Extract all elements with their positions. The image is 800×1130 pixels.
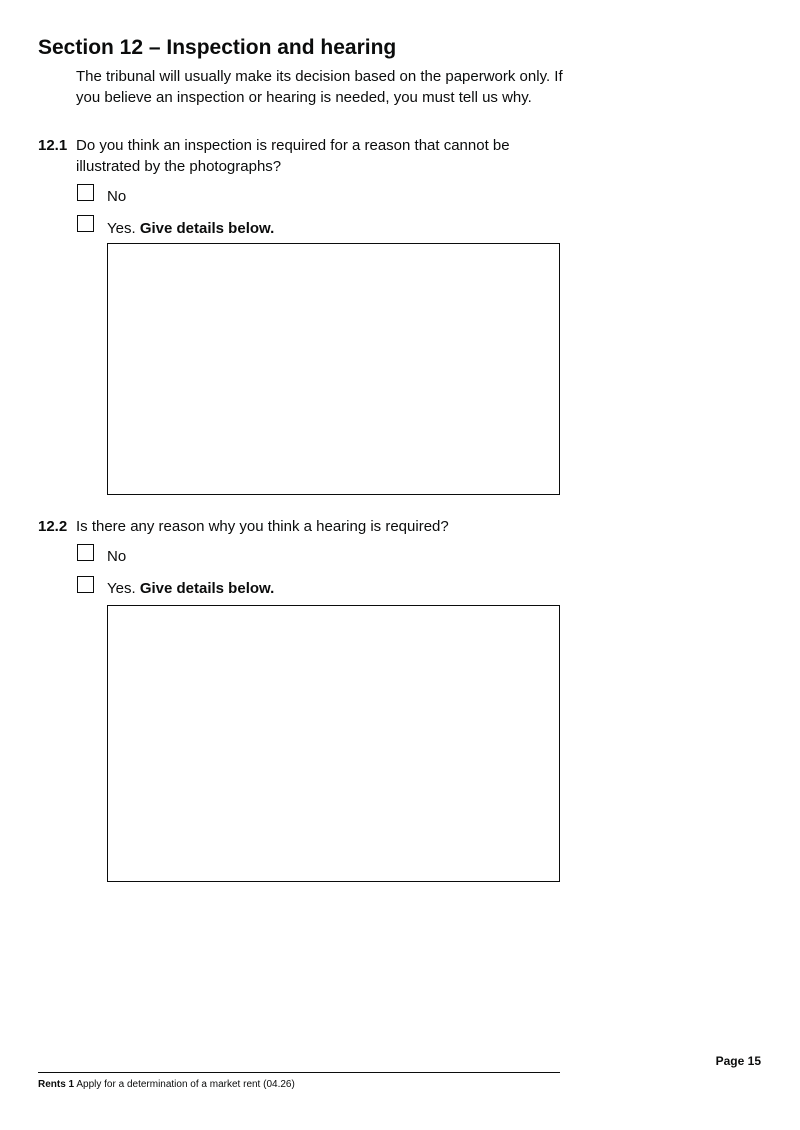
checkbox-12-1-no[interactable] [77, 184, 94, 201]
section-title: Section 12 – Inspection and hearing [38, 36, 397, 59]
checkbox-12-2-no[interactable] [77, 544, 94, 561]
form-title: Apply for a determination of a market rent (04.26) [76, 1079, 295, 1090]
checkbox-12-2-yes[interactable] [77, 576, 94, 593]
option-yes-text: Yes. [107, 220, 136, 237]
option-yes-text: Yes. [107, 580, 136, 597]
option-label-12-2-yes [107, 578, 274, 599]
question-text-12-1: Do you think an inspection is required for a reason that cannot be illustrated by the photographs? [76, 137, 510, 175]
footer-form-info [38, 1078, 295, 1092]
option-yes-instruction: Give details below. [139, 580, 275, 597]
form-code: Rents 1 [38, 1079, 75, 1090]
checkbox-12-1-yes[interactable] [77, 215, 94, 232]
details-textbox-12-1[interactable] [107, 243, 560, 495]
option-yes-instruction: Give details below. [139, 220, 275, 237]
page-number: Page 15 [715, 1054, 761, 1068]
question-number-12-1: 12.1 [38, 137, 68, 154]
details-textbox-12-2[interactable] [107, 605, 560, 882]
footer-divider [38, 1072, 560, 1073]
option-label-12-1-yes [107, 218, 274, 239]
question-number-12-2: 12.2 [38, 518, 68, 535]
option-label-12-2-no: No [107, 548, 127, 565]
question-text-12-2: Is there any reason why you think a hearing is required? [76, 518, 449, 535]
option-label-12-1-no: No [107, 188, 127, 205]
section-intro: The tribunal will usually make its decision based on the paperwork only. If you believe an inspection or hearing is needed, you must tell us why. [76, 68, 563, 106]
